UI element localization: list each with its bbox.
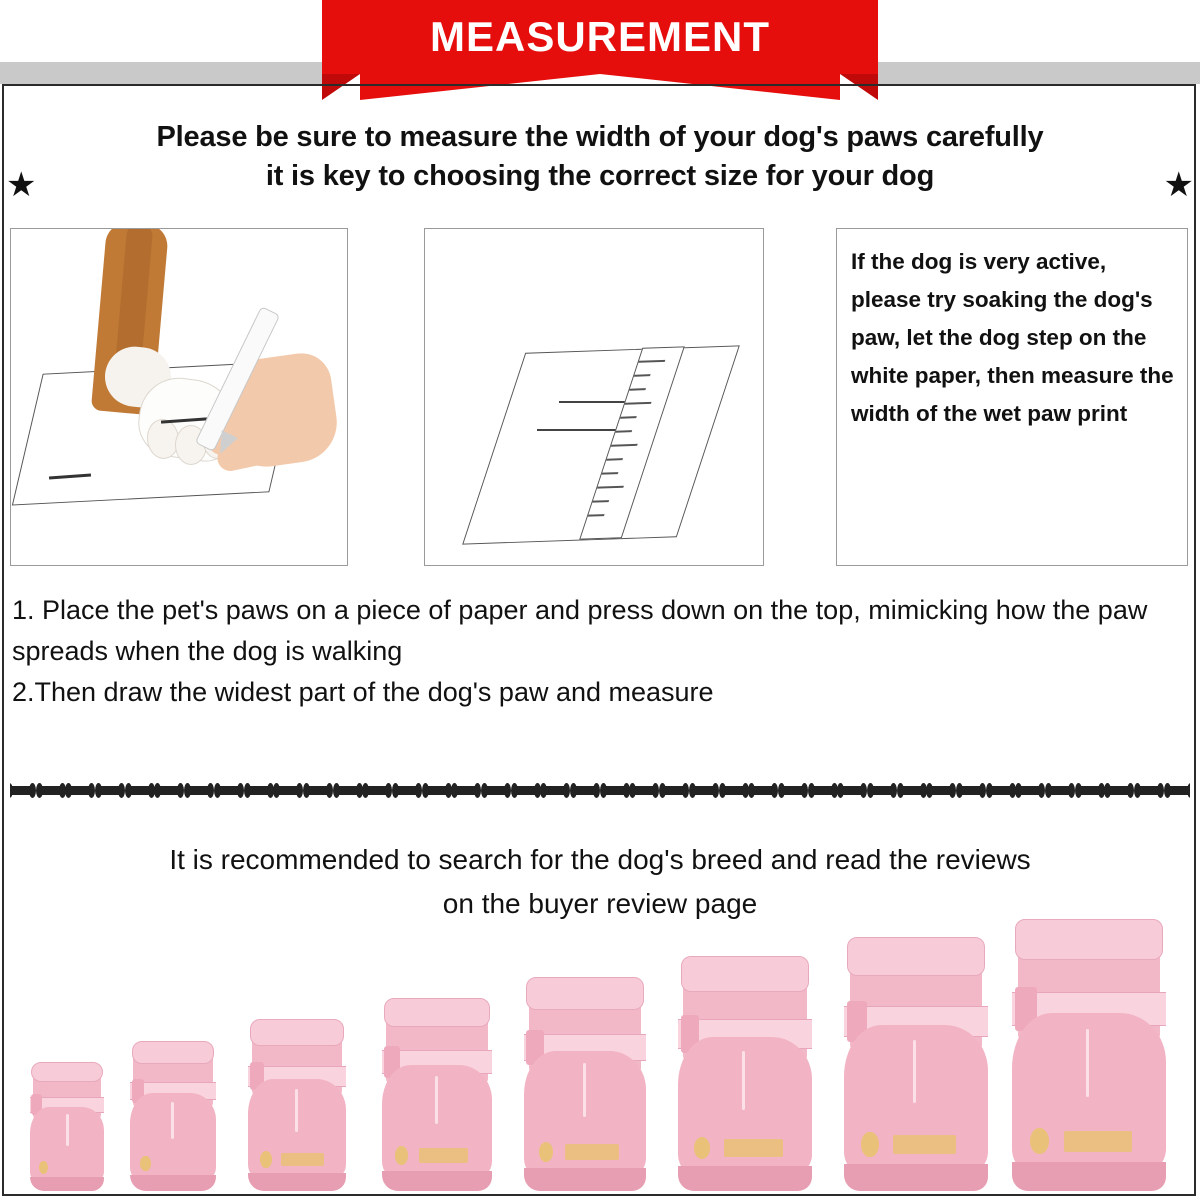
bone-icon <box>752 786 774 795</box>
recommendation-line-1: It is recommended to search for the dog's breed and read the reviews <box>169 844 1031 875</box>
bone-divider <box>10 776 1190 804</box>
bone-icon <box>69 786 91 795</box>
bone-icon <box>1138 786 1160 795</box>
recommendation-text <box>30 838 1170 926</box>
boot-sole <box>678 1166 812 1191</box>
boot-sole <box>248 1173 346 1191</box>
boot-lace <box>742 1051 745 1110</box>
boot-size-row <box>0 930 1200 1195</box>
bone-icon <box>1049 786 1071 795</box>
bone-icon <box>129 786 151 795</box>
paw-logo-icon <box>39 1161 48 1173</box>
boot-sole <box>382 1171 492 1191</box>
bone-icon <box>871 786 893 795</box>
bone-icon <box>277 786 299 795</box>
star-icon-left: ★ <box>6 166 37 204</box>
boot-lace <box>435 1076 438 1124</box>
drawn-line-2 <box>559 401 631 403</box>
boot-lace <box>583 1063 586 1117</box>
bone-icon <box>188 786 210 795</box>
boot-lace <box>66 1114 69 1146</box>
bone-icon <box>841 786 863 795</box>
paw-logo-icon <box>140 1156 150 1170</box>
boot-size-2 <box>130 1047 216 1191</box>
recommendation-line-2: on the buyer review page <box>442 888 758 919</box>
boot-size-3 <box>248 1026 346 1191</box>
bone-icon <box>1019 786 1041 795</box>
boot-size-8 <box>1012 929 1166 1191</box>
bone-icon <box>604 786 626 795</box>
bone-icon <box>1108 786 1130 795</box>
banner-title: MEASUREMENT <box>429 13 770 60</box>
boot-lace <box>913 1040 916 1103</box>
bone-icon <box>396 786 418 795</box>
boot-lace <box>295 1089 298 1132</box>
boot-collar <box>384 998 490 1028</box>
drawn-line-1 <box>537 429 619 431</box>
boot-sole <box>1012 1162 1166 1191</box>
illustration-paw-tracing <box>10 228 348 566</box>
headline <box>14 118 1186 196</box>
bone-icon <box>158 786 180 795</box>
banner-bar-left <box>0 62 330 84</box>
bone-icon <box>307 786 329 795</box>
bone-icon <box>99 786 121 795</box>
boot-sole <box>30 1177 104 1191</box>
star-icon-right: ★ <box>1163 166 1194 204</box>
boot-collar <box>132 1041 215 1064</box>
headline-line-2: it is key to choosing the correct size for your dog <box>265 160 935 192</box>
boot-sole <box>130 1175 216 1191</box>
boot-collar <box>526 977 643 1010</box>
boot-collar <box>250 1019 344 1045</box>
bone-icon <box>990 786 1012 795</box>
bone-icon <box>960 786 982 795</box>
headline-line-1: Please be sure to measure the width of your dog's paws carefully <box>156 121 1044 153</box>
brand-logo <box>281 1153 324 1166</box>
boot-collar <box>847 937 985 976</box>
brand-logo <box>1064 1131 1132 1152</box>
bone-icon <box>930 786 952 795</box>
paw-logo-icon <box>861 1132 878 1156</box>
bone-icon <box>1168 786 1190 795</box>
bone-icon <box>544 786 566 795</box>
bone-icon <box>248 786 270 795</box>
bone-icon <box>40 786 62 795</box>
bone-icon <box>663 786 685 795</box>
tip-panel <box>836 228 1188 566</box>
illustration-ruler-measure <box>424 228 764 566</box>
bone-icon <box>901 786 923 795</box>
step-2: 2.Then draw the widest part of the dog's paw and measure <box>12 677 714 707</box>
tip-text: If the dog is very active, please try soaking the dog's paw, let the dog step on the white paper, then measure the width of the wet paw print <box>851 249 1174 426</box>
boot-lace <box>1086 1029 1089 1097</box>
brand-logo <box>419 1148 467 1163</box>
bone-icon <box>693 786 715 795</box>
brand-logo <box>724 1139 783 1157</box>
bone-icon <box>723 786 745 795</box>
boot-sole <box>844 1164 988 1191</box>
bone-icon <box>455 786 477 795</box>
boot-collar <box>1015 919 1163 961</box>
boot-collar <box>681 956 810 992</box>
bone-icon <box>633 786 655 795</box>
bone-icon <box>10 786 32 795</box>
boot-lace <box>171 1102 174 1139</box>
bone-icon <box>782 786 804 795</box>
bone-icon <box>426 786 448 795</box>
boot-sole <box>524 1168 646 1191</box>
bone-icon <box>1079 786 1101 795</box>
bone-icon <box>366 786 388 795</box>
boot-size-5 <box>524 985 646 1191</box>
boot-size-7 <box>844 947 988 1191</box>
paw-logo-icon <box>260 1151 272 1168</box>
bone-icon <box>485 786 507 795</box>
bone-icon <box>812 786 834 795</box>
brand-logo <box>893 1135 956 1155</box>
paw-logo-icon <box>1030 1128 1048 1154</box>
banner-bar-right <box>870 62 1200 84</box>
bone-icon <box>337 786 359 795</box>
boot-collar <box>31 1062 102 1082</box>
boot-size-4 <box>382 1005 492 1191</box>
measurement-steps <box>12 590 1188 713</box>
bone-icon <box>218 786 240 795</box>
bone-icon <box>515 786 537 795</box>
boot-size-1 <box>30 1067 104 1191</box>
boot-size-6 <box>678 965 812 1191</box>
step-1: 1. Place the pet's paws on a piece of paper and press down on the top, mimicking how the paw spreads when the dog is walking <box>12 595 1148 666</box>
bone-icon <box>574 786 596 795</box>
brand-logo <box>565 1144 619 1160</box>
